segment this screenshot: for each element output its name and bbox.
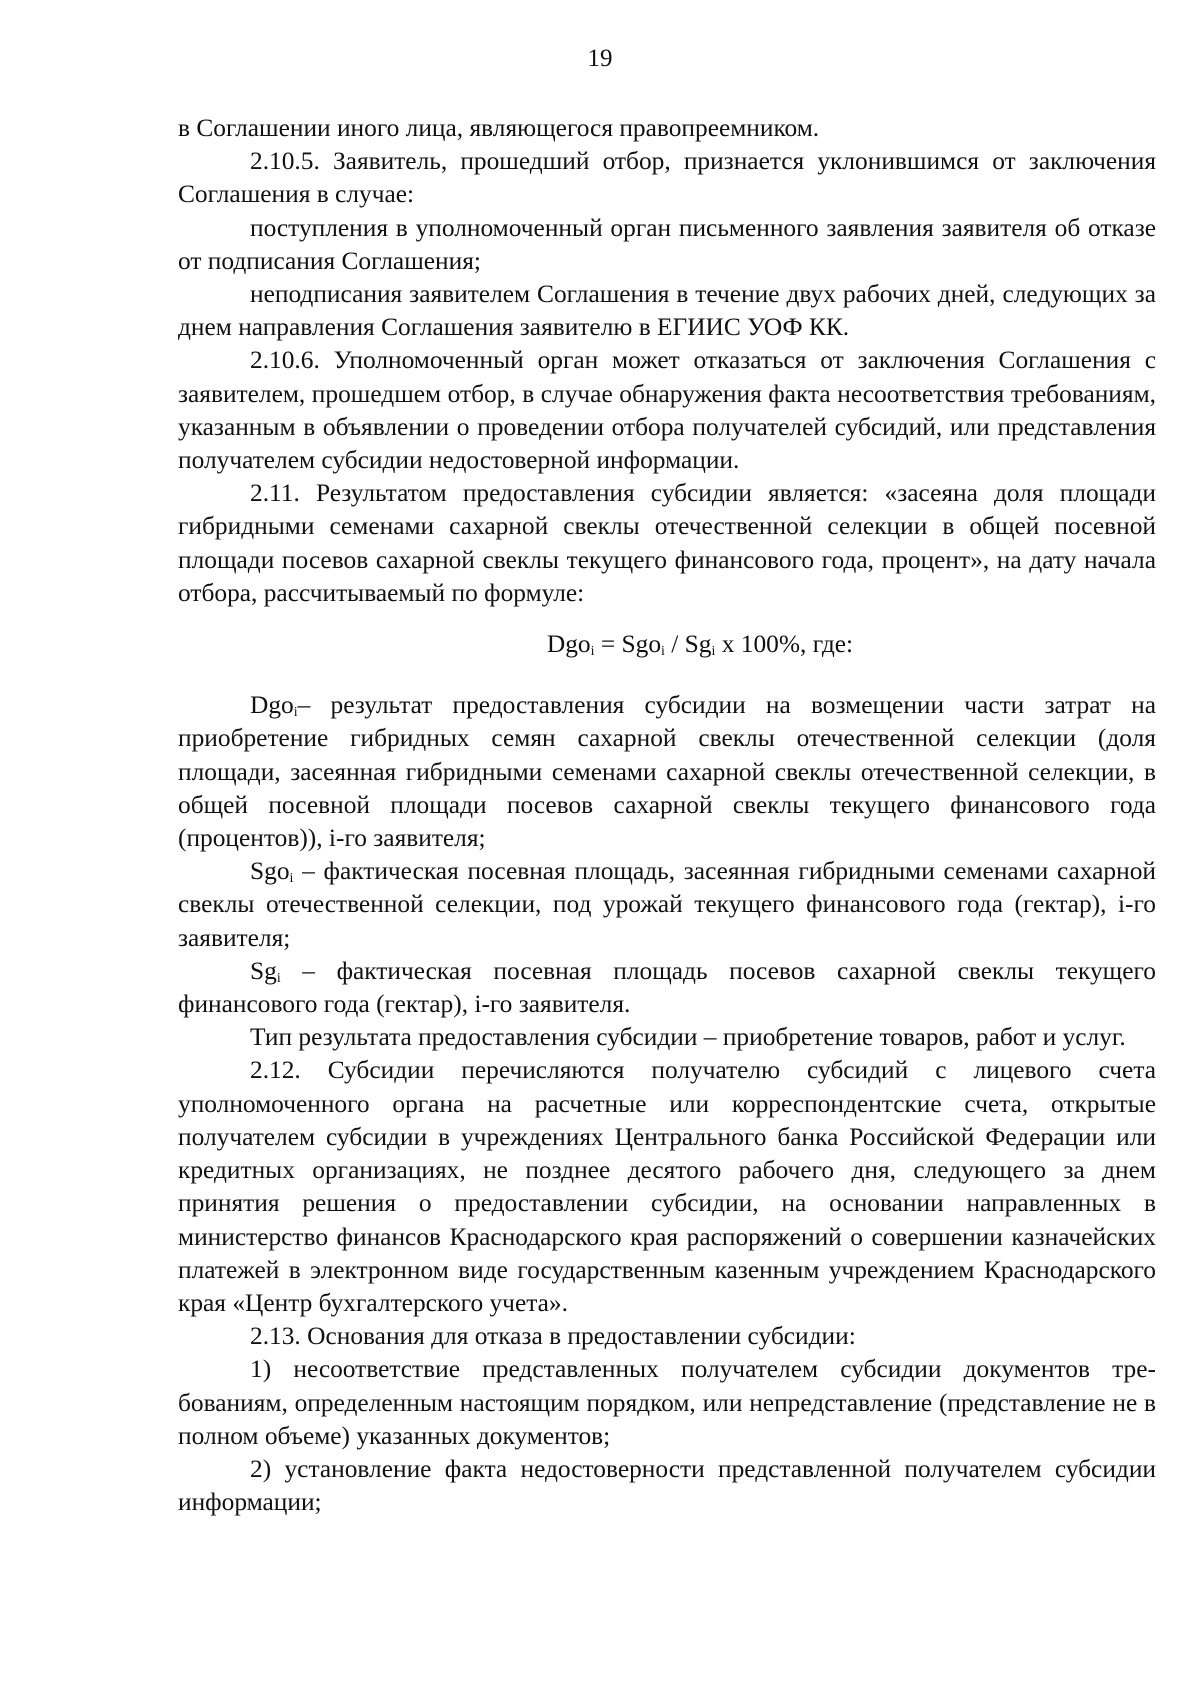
formula-denominator: Sg	[684, 630, 712, 659]
paragraph: поступления в уполномоченный орган письменного заявления заявителя об отказе от подписания Соглашения;	[178, 213, 1156, 275]
document-body	[178, 112, 1156, 1519]
definition-text: – фактическая посевная площадь, засеянная гибридными семенами сахарной свеклы отечественной селекции, под урожай текущего финансового года (гектар), i-го заявителя;	[178, 857, 1156, 952]
definition-text: – фактическая посевная площадь посевов сахарной свеклы текущего финансового года (гектар), i-го заявителя.	[178, 956, 1156, 1019]
paragraph: 2.10.6. Уполномоченный орган может отказаться от заключения Соглашения с заявителем, прошедшем отбор, в случае обнаружения факта несоответствия требованиям, указанным в объявлении о проведении отбора получателей субсидий, или представления получателем субсидии недостоверной информации.	[178, 346, 1156, 475]
subscript-i: i	[293, 705, 298, 721]
paragraph: 2.12. Субсидии перечисляются получателю субсидий с лицевого счета уполномоченного органа на расчетные или корреспондентские счета, открытые получателем субсидии в учреждениях Центрального банка Российской Федерации или кредитных организациях, не позднее десятого рабочего дня, следующего за днем принятия решения о предоставлении субсидии, на основании направленных в министерство финансов Краснодарского края распоряжений о совершении казначейских платежей в электронном виде государственным казенным учреждением Краснодарского края «Центр бухгалтерского учета».	[178, 1056, 1156, 1317]
formula-lhs: Dgo	[546, 630, 591, 659]
definition-dgo	[178, 689, 1156, 855]
definition-sgo	[178, 855, 1156, 955]
subscript-i: i	[711, 644, 716, 660]
formula	[244, 628, 1156, 661]
formula-equals: =	[594, 630, 622, 659]
definition-symbol: Dgo	[250, 691, 294, 720]
definition-sg	[178, 955, 1156, 1021]
paragraph: 2.11. Результатом предоставления субсидии является: «засеяна доля площади гибридными семенами сахарной свеклы отечественной селекции в общей посевной площади посевов сахарной свеклы текущего финансового года, процент», на дату начала отбора, рассчитываемый по формуле:	[178, 479, 1156, 607]
paragraph: неподписания заявителем Соглашения в течение двух рабочих дней, следующих за днем направления Соглашения заявителю в ЕГИИС УОФ КК.	[178, 280, 1156, 342]
definition-symbol: Sg	[250, 956, 277, 985]
subscript-i: i	[276, 970, 281, 986]
subscript-i: i	[661, 644, 665, 660]
paragraph: 2.10.5. Заявитель, прошедший отбор, признается уклонившимся от заключения Соглашения в случае:	[178, 147, 1156, 209]
paragraph: в Соглашении иного лица, являющегося правопреемником.	[178, 114, 820, 142]
subscript-i: i	[289, 871, 294, 887]
subscript-i: i	[590, 644, 595, 660]
definition-symbol: Sgo	[250, 857, 290, 886]
definition-text: – результат предоставления субсидии на возмещении части затрат на приобретение гибридных семян сахарной свеклы отечественной селекции (доля площади, засеянная гибридными семенами сахарной свеклы отечественной селекции, в общей посевной площади посевов сахарной свеклы текущего финансового года (процентов)), i-го заявителя;	[178, 691, 1156, 853]
formula-numerator: Sgo	[621, 630, 662, 659]
paragraph: 1) несоответствие представленных получателем субсидии документов требованиям, определенным настоящим порядком, или непредставление (представление не в полном объеме) указанных документов;	[178, 1355, 1156, 1450]
paragraph: Тип результата предоставления субсидии – приобретение товаров, работ и услуг.	[250, 1023, 1126, 1052]
paragraph: 2) установление факта недостоверности представленной получателем субсидии информации;	[178, 1454, 1156, 1517]
formula-slash: /	[664, 630, 685, 659]
formula-tail: x 100%, где:	[715, 630, 854, 659]
page-number: 19	[587, 45, 613, 72]
paragraph: 2.13. Основания для отказа в предоставлении субсидии:	[250, 1322, 856, 1351]
